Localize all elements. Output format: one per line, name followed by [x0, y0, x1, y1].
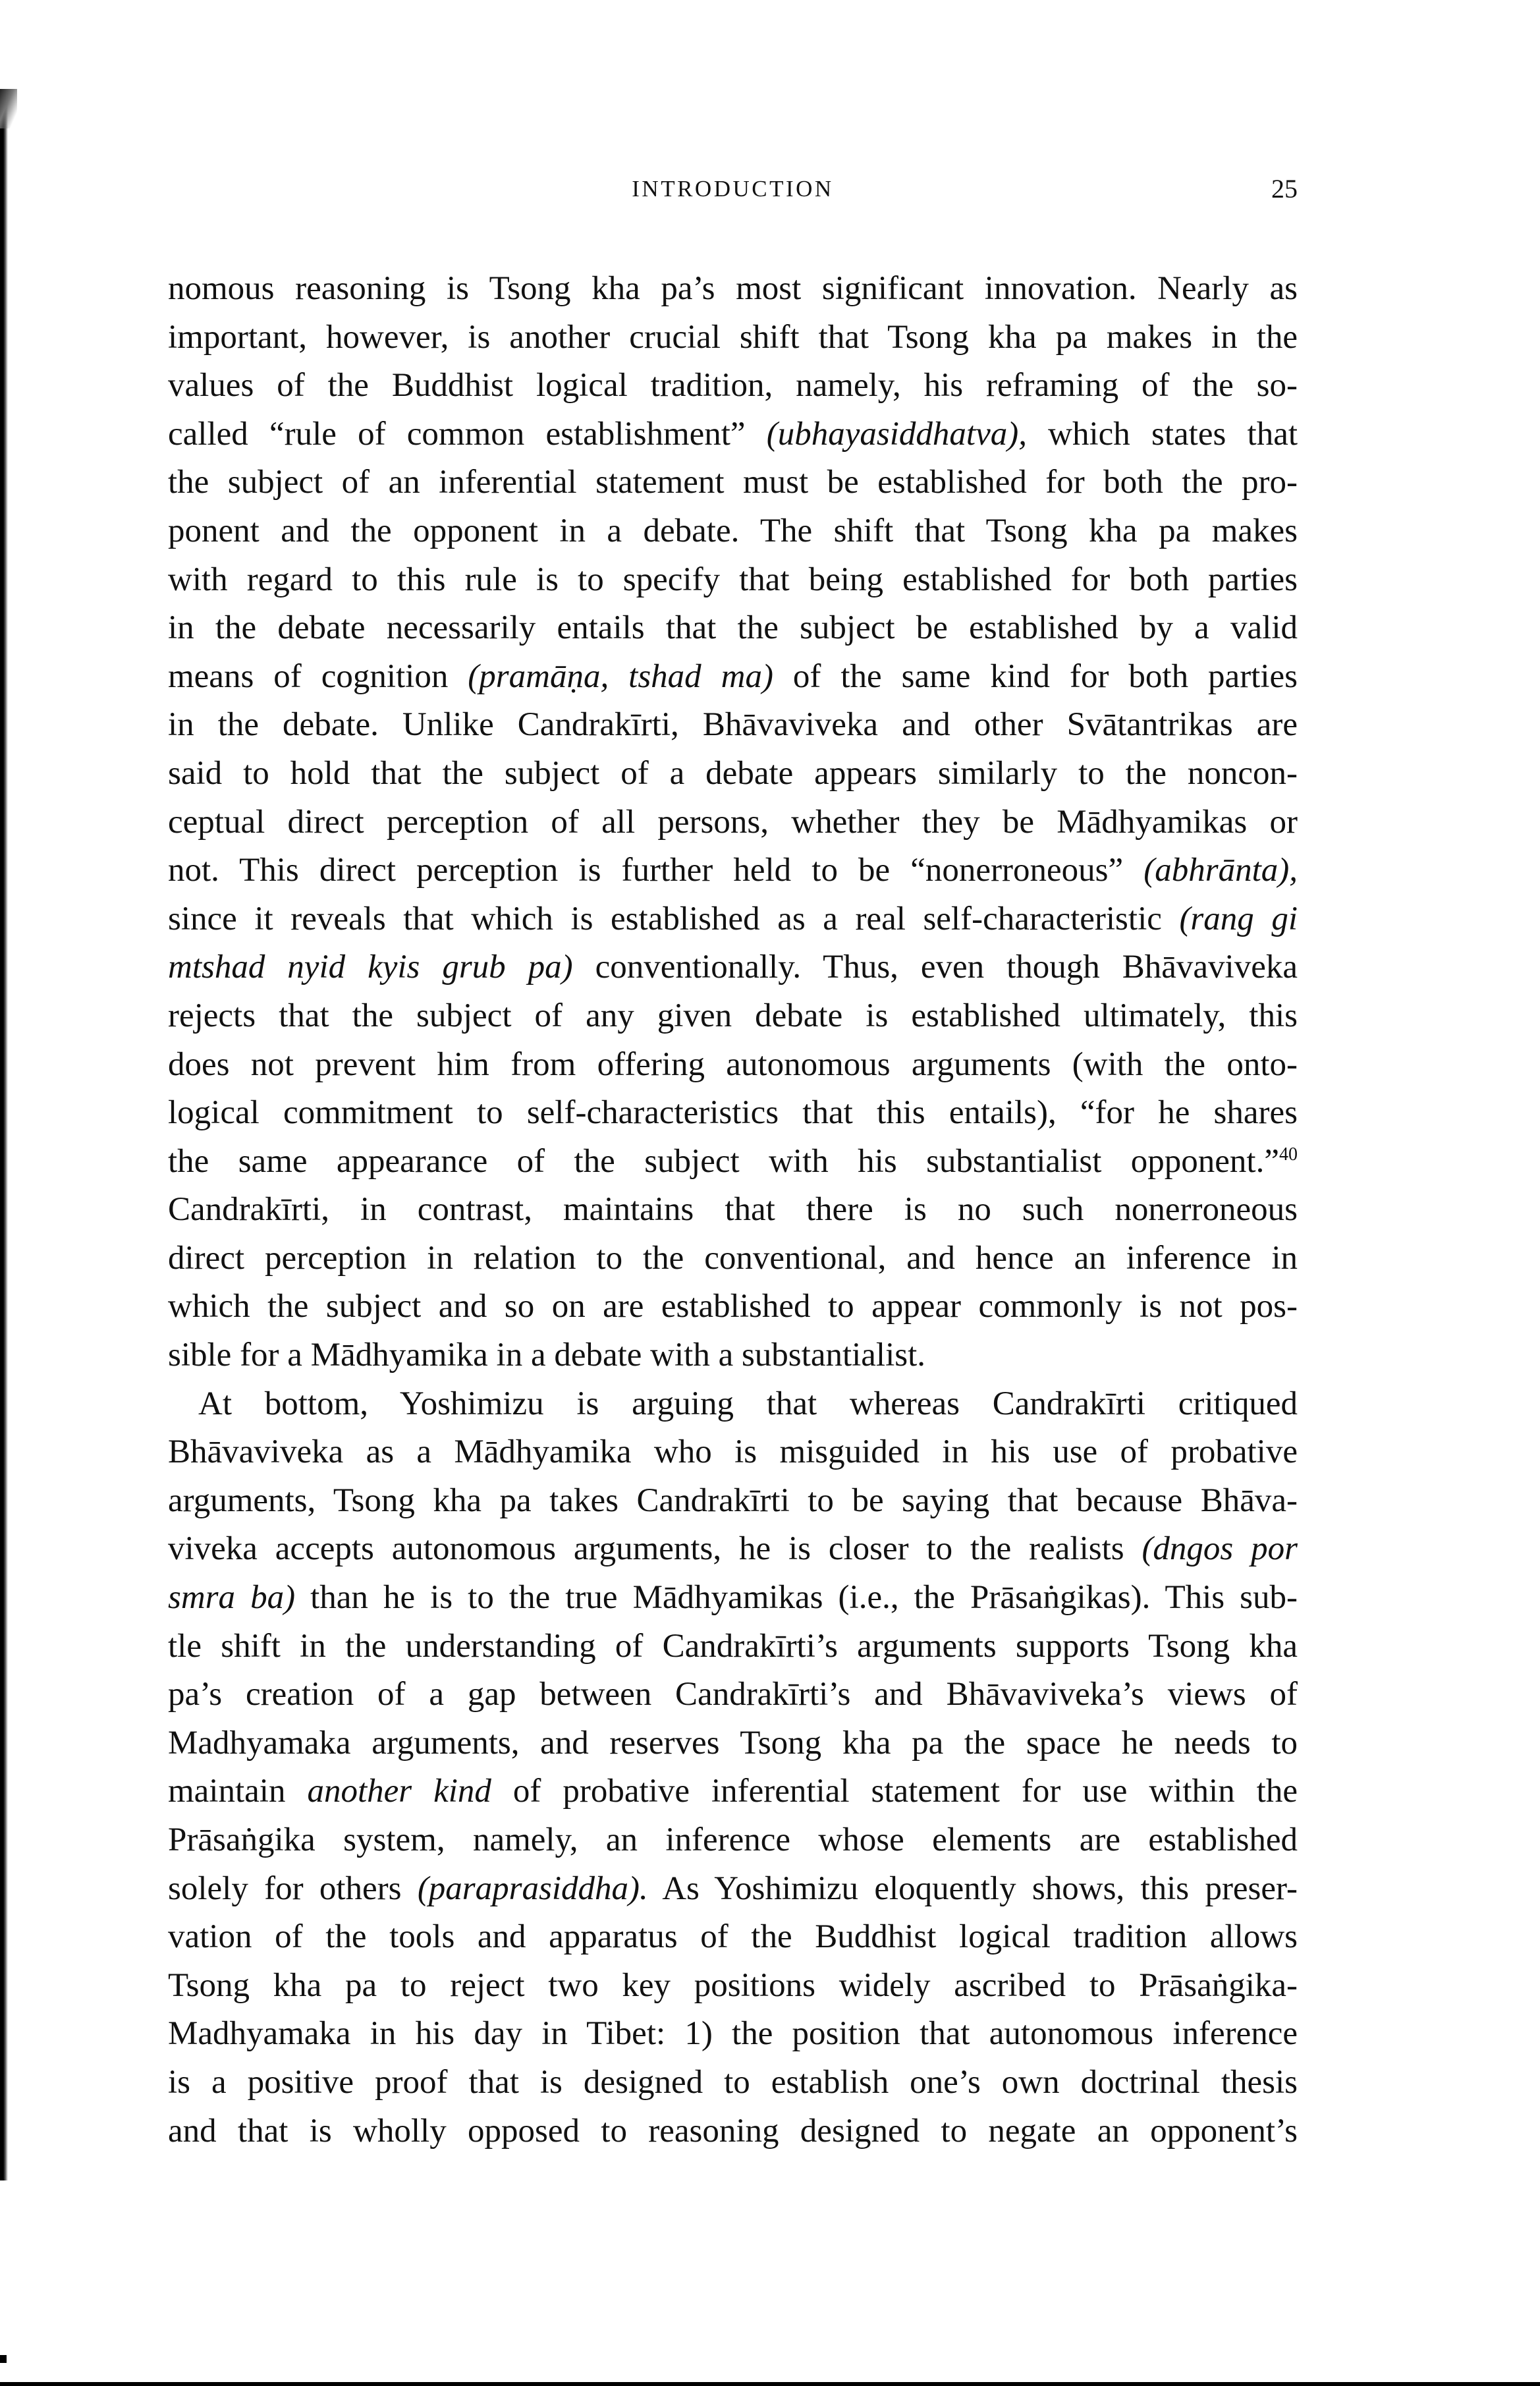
text-span: values of the Buddhist logical tradition, namely, his reframing of the so-	[168, 367, 1298, 404]
text-line	[168, 1865, 1298, 1914]
text-span: of probative inferential statement for use within the	[491, 1773, 1298, 1810]
text-span: maintain	[168, 1773, 308, 1810]
text-line	[168, 1574, 1298, 1623]
text-span: Madhyamaka arguments, and reserves Tsong kha pa the space he needs to	[168, 1724, 1298, 1762]
text-span: logical commitment to self-characteristics that this entails), “for he shares	[168, 1094, 1298, 1132]
text-line	[168, 314, 1298, 362]
text-line	[168, 604, 1298, 653]
text-span: with regard to this rule is to specify that being established for both parties	[168, 561, 1298, 598]
italic-term: (dngos por	[1141, 1530, 1298, 1568]
text-span: than he is to the true Mādhyamikas (i.e., the Prāsaṅgikas). This sub-	[295, 1579, 1298, 1617]
text-line	[168, 2010, 1298, 2059]
text-span: since it reveals that which is established as a real self-characteristic	[168, 900, 1180, 937]
footnote-reference: 40	[1279, 1144, 1298, 1165]
text-line	[168, 556, 1298, 605]
text-line	[168, 1525, 1298, 1574]
text-span: Tsong kha pa to reject two key positions widely ascribed to Prāsaṅgika-	[168, 1966, 1298, 2004]
text-line	[168, 701, 1298, 750]
text-span: At bottom, Yoshimizu is arguing that whereas Candrakīrti critiqued	[198, 1385, 1298, 1422]
text-line	[168, 362, 1298, 410]
text-span: ponent and the opponent in a debate. The shift that Tsong kha pa makes	[168, 512, 1298, 549]
text-span: important, however, is another crucial shift that Tsong kha pa makes in the	[168, 318, 1298, 356]
text-span: in the debate necessarily entails that the subject be established by a valid	[168, 609, 1298, 647]
text-span: is a positive proof that is designed to establish one’s own doctrinal thesis	[168, 2063, 1298, 2101]
text-span: ceptual direct perception of all persons, whether they be Mādhyamikas or	[168, 803, 1298, 841]
text-line	[168, 458, 1298, 507]
text-span: means of cognition	[168, 657, 468, 695]
text-span: in the debate. Unlike Candrakīrti, Bhāvaviveka and other Svātantrikas are	[168, 706, 1298, 744]
text-span: nomous reasoning is Tsong kha pa’s most significant innovation. Nearly as	[168, 270, 1298, 307]
italic-term: (ubhayasiddhatva),	[766, 415, 1027, 453]
text-line	[168, 507, 1298, 556]
text-line	[168, 943, 1298, 992]
text-line	[168, 2059, 1298, 2107]
text-span: which states that	[1026, 415, 1298, 453]
running-head	[168, 173, 1298, 206]
scan-binding-shadow	[0, 92, 8, 2180]
text-span: Candrakīrti, in contrast, maintains that there is no such nonerroneous	[168, 1191, 1298, 1229]
text-span: vation of the tools and apparatus of the Buddhist logical tradition allows	[168, 1918, 1298, 1956]
text-span: rejects that the subject of any given debate is established ultimately, this	[168, 997, 1298, 1034]
text-line	[168, 992, 1298, 1041]
text-span: the same appearance of the subject with his substantialist opponent.”	[168, 1142, 1279, 1180]
text-line	[168, 846, 1298, 895]
text-line	[168, 1138, 1298, 1186]
italic-term: smra ba)	[168, 1579, 296, 1617]
italic-term: (rang gi	[1179, 900, 1298, 937]
text-line	[168, 1331, 1298, 1380]
text-span: pa’s creation of a gap between Candrakīrti’s and Bhāvaviveka’s views of	[168, 1676, 1298, 1713]
italic-term: (paraprasiddha).	[417, 1870, 648, 1907]
page-number: 25	[1271, 174, 1298, 204]
text-line	[168, 1719, 1298, 1768]
scan-bottom-edge	[0, 2382, 1540, 2386]
text-line	[168, 1186, 1298, 1235]
text-line	[168, 1767, 1298, 1816]
text-span: conventionally. Thus, even though Bhāvaviveka	[572, 949, 1298, 986]
text-line	[168, 1477, 1298, 1526]
text-line	[168, 653, 1298, 702]
text-line	[168, 750, 1298, 798]
text-line	[168, 1283, 1298, 1331]
text-span: Prāsaṅgika system, namely, an inference whose elements are established	[168, 1821, 1298, 1858]
text-line	[168, 1671, 1298, 1719]
text-line	[168, 895, 1298, 944]
text-span: does not prevent him from offering autonomous arguments (with the onto-	[168, 1045, 1298, 1083]
text-line	[168, 1235, 1298, 1283]
text-span: solely for others	[168, 1870, 418, 1907]
text-span: said to hold that the subject of a debate appears similarly to the noncon-	[168, 754, 1298, 792]
text-span: of the same kind for both parties	[773, 657, 1298, 695]
text-span: not. This direct perception is further held to be “nonerroneous”	[168, 852, 1144, 889]
text-span: Madhyamaka in his day in Tibet: 1) the position that autonomous inference	[168, 2015, 1298, 2053]
italic-term: mtshad nyid kyis grub pa)	[168, 949, 573, 986]
text-line	[168, 2107, 1298, 2156]
text-span: sible for a Mādhyamika in a debate with a substantialist.	[168, 1337, 926, 1374]
text-span: tle shift in the understanding of Candrakīrti’s arguments supports Tsong kha	[168, 1627, 1298, 1665]
text-span: viveka accepts autonomous arguments, he is closer to the realists	[168, 1530, 1142, 1568]
text-span: arguments, Tsong kha pa takes Candrakīrti to be saying that because Bhāva-	[168, 1482, 1298, 1519]
scan-corner-shadow-bottom	[0, 2355, 7, 2363]
text-line	[168, 1089, 1298, 1138]
text-line	[168, 1962, 1298, 2011]
text-line	[168, 265, 1298, 314]
text-line	[168, 1913, 1298, 1962]
scan-corner-shadow-top	[0, 89, 17, 128]
text-span: the subject of an inferential statement must be established for both the pro-	[168, 464, 1298, 501]
body-text	[168, 265, 1298, 2155]
text-span: direct perception in relation to the conventional, and hence an inference in	[168, 1239, 1298, 1277]
running-head-title: INTRODUCTION	[632, 176, 834, 202]
text-line	[168, 1428, 1298, 1477]
italic-term: (abhrānta),	[1143, 852, 1298, 889]
text-line	[168, 1623, 1298, 1671]
text-line	[168, 1041, 1298, 1090]
text-span: As Yoshimizu eloquently shows, this preser-	[647, 1870, 1298, 1907]
text-span: and that is wholly opposed to reasoning designed to negate an opponent’s	[168, 2112, 1298, 2150]
text-span: called “rule of common establishment”	[168, 415, 767, 453]
text-line	[168, 1816, 1298, 1865]
text-span: Bhāvaviveka as a Mādhyamika who is misguided in his use of probative	[168, 1433, 1298, 1471]
text-line	[168, 798, 1298, 847]
italic-term: another kind	[307, 1773, 491, 1810]
italic-term: (pramāṇa, tshad ma)	[468, 657, 773, 695]
text-span: which the subject and so on are established to appear commonly is not pos-	[168, 1288, 1298, 1325]
text-line	[168, 410, 1298, 459]
text-line	[168, 1380, 1298, 1429]
